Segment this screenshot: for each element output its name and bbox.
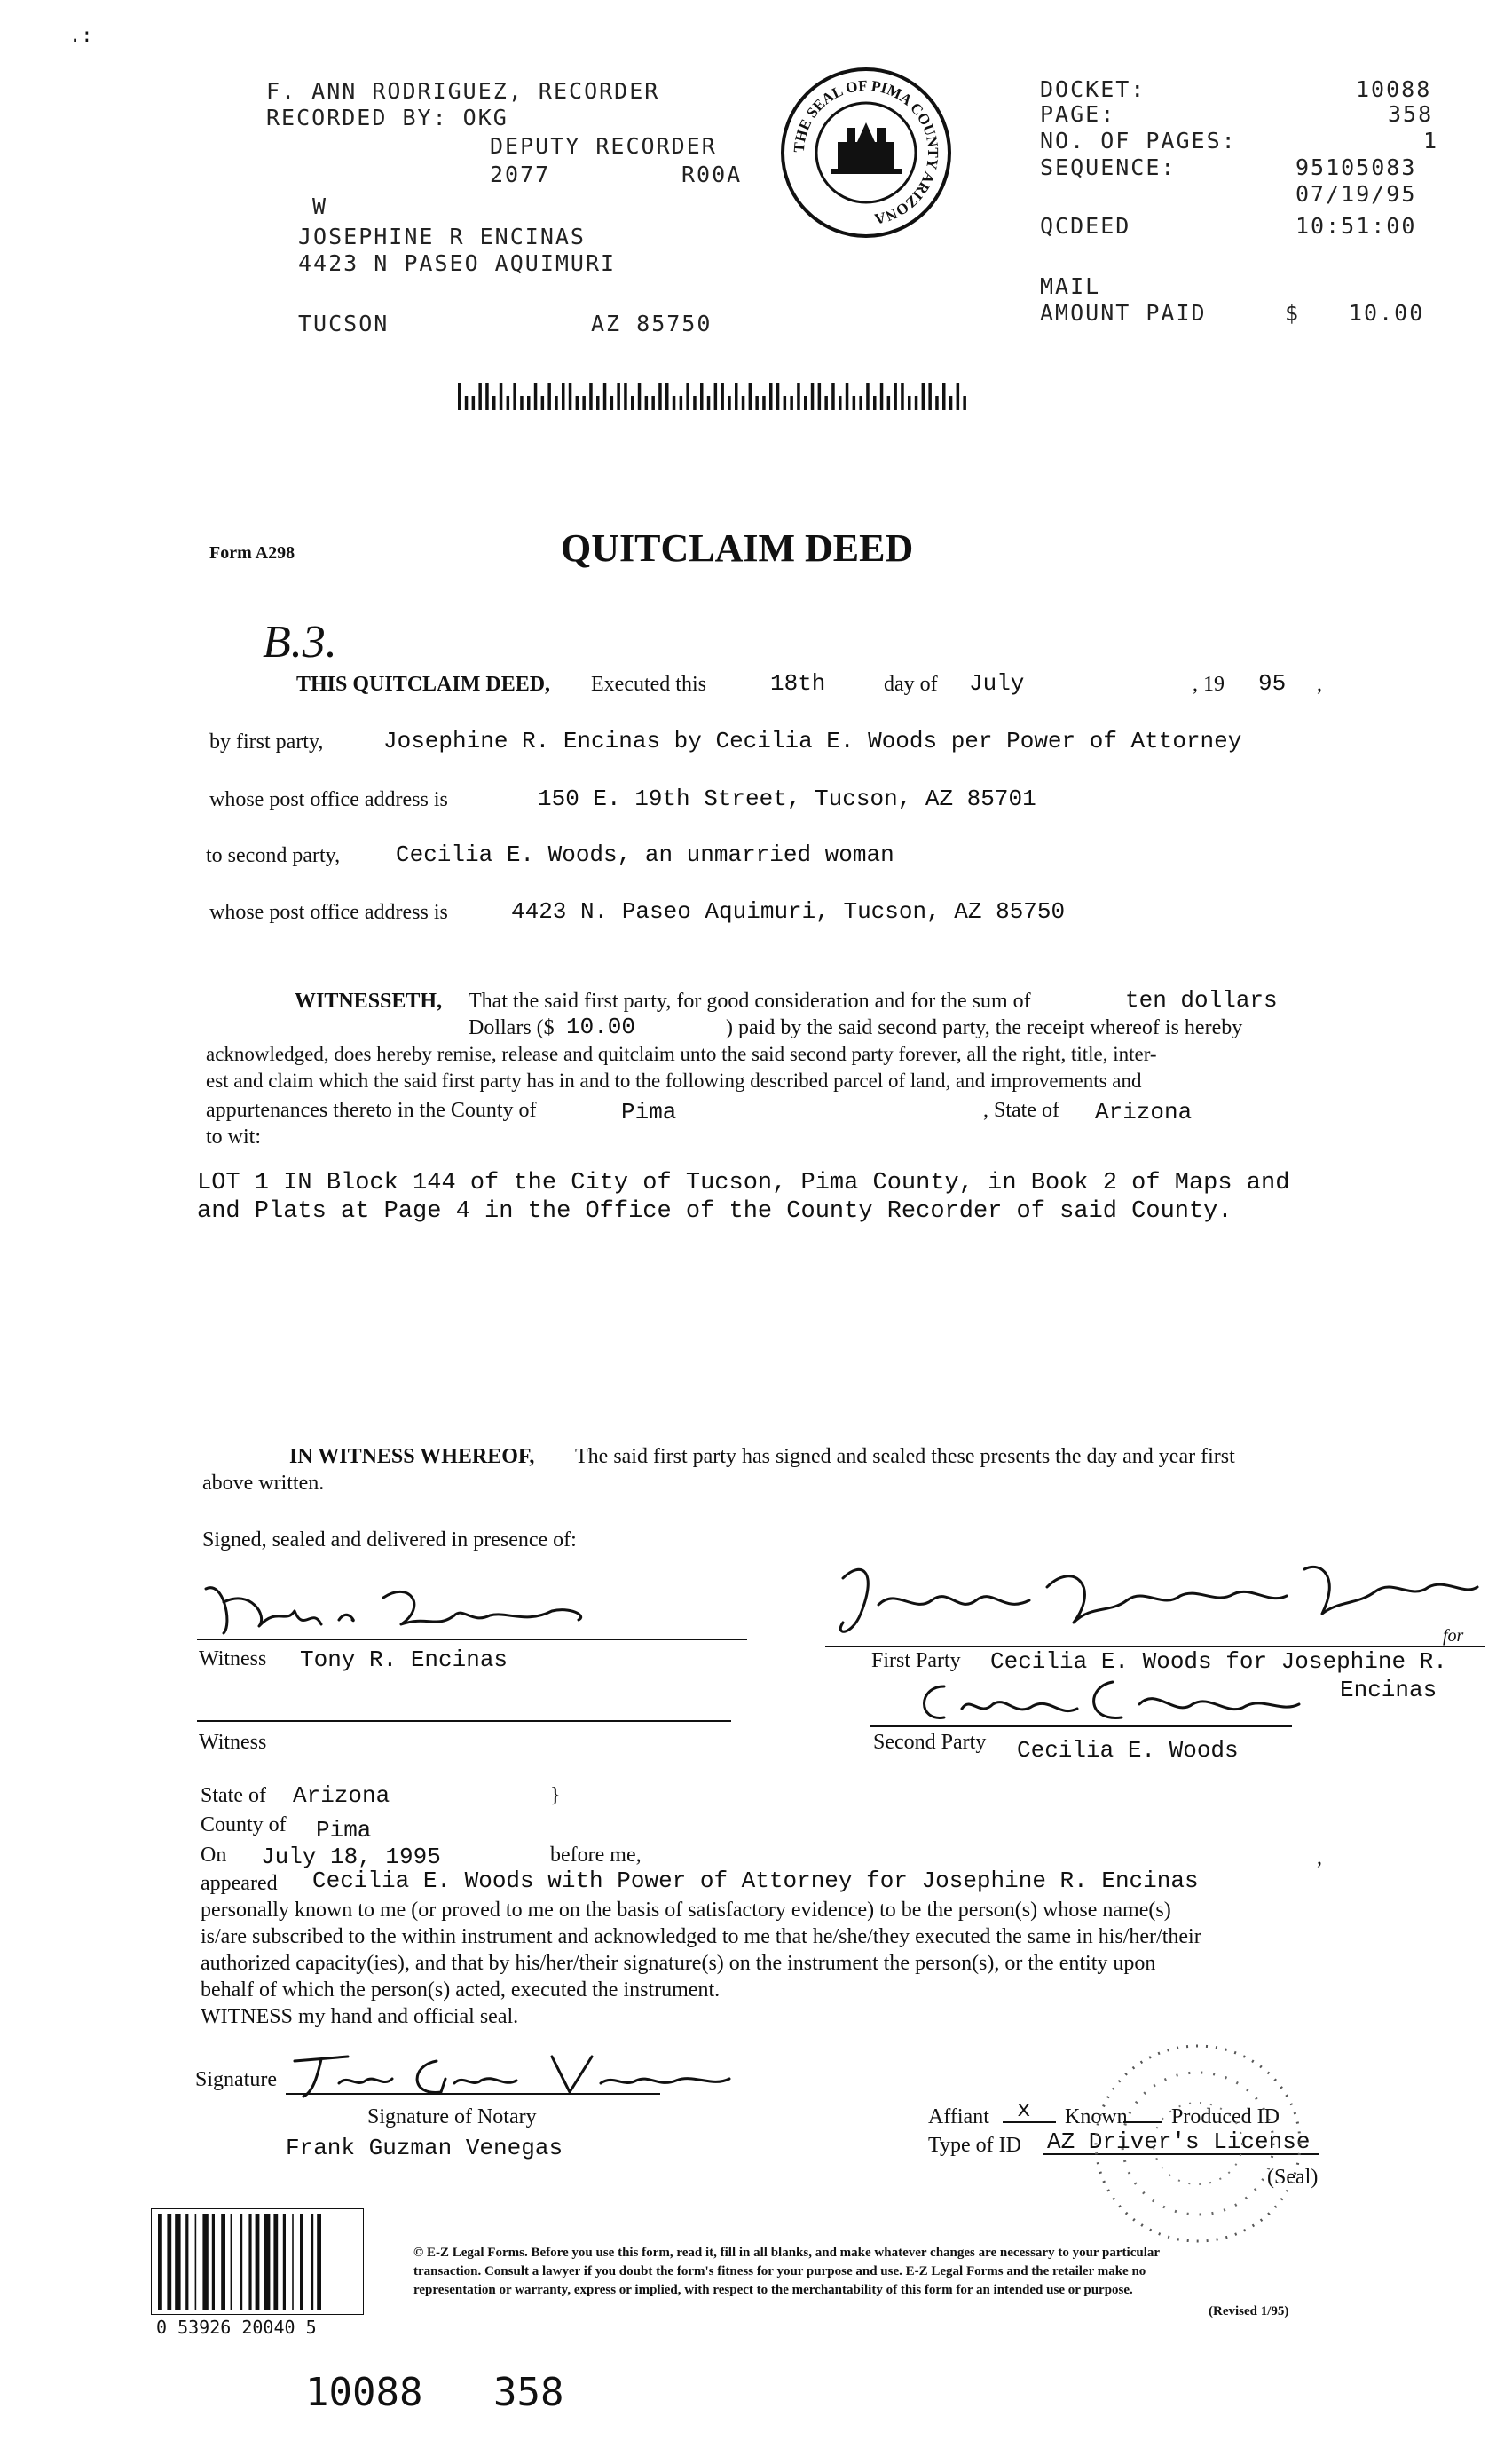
postal-bar: [686, 383, 689, 410]
witness2-label: Witness: [199, 1731, 267, 1754]
to-wit: to wit:: [206, 1125, 262, 1149]
upc-bar: [311, 2214, 313, 2310]
upc-bar: [283, 2214, 286, 2310]
doc-type: QCDEED: [1040, 213, 1131, 239]
upc-bar: [264, 2214, 270, 2310]
notary-text-2: is/are subscribed to the within instrument and acknowledged to me that he/she/they executed the same in his/her/their: [201, 1925, 1201, 1948]
upc-bar: [231, 2214, 232, 2310]
page-label: PAGE:: [1040, 101, 1116, 127]
docket-label: DOCKET:: [1040, 76, 1146, 102]
postal-barcode: [454, 382, 978, 412]
postal-bar: [735, 383, 738, 410]
notary-text-1: personally known to me (or proved to me on the basis of satisfactory evidence) to be the person(s) whose name(s): [201, 1899, 1171, 1922]
signature-of-notary: Signature of Notary: [367, 2105, 537, 2128]
sequence-label: SEQUENCE:: [1040, 154, 1177, 180]
postal-bar: [714, 383, 718, 410]
notary-signature-line: [286, 2093, 660, 2095]
second-party-sig-label: Second Party: [873, 1731, 987, 1754]
postal-bar: [603, 383, 607, 410]
postal-bar: [784, 396, 787, 410]
county-value: Pima: [621, 1099, 677, 1125]
notary-on-value: July 18, 1995: [261, 1844, 441, 1870]
postal-bar: [790, 396, 793, 410]
execution-year: 95: [1258, 670, 1287, 697]
notary-county-value: Pima: [316, 1817, 372, 1844]
upc-bar: [175, 2214, 180, 2310]
postal-bar: [804, 396, 807, 410]
executed-lead: THIS QUITCLAIM DEED,: [296, 673, 551, 696]
witnesseth-line1: That the said first party, for good consideration and for the sum of: [469, 990, 1031, 1013]
postal-bar: [928, 383, 932, 410]
postal-bar: [596, 396, 600, 410]
deputy-recorder: DEPUTY RECORDER: [490, 133, 717, 159]
type-of-id-label: Type of ID: [928, 2134, 1021, 2157]
second-party-line: [870, 1725, 1292, 1727]
county-seal: [777, 64, 955, 241]
signed-sealed: Signed, sealed and delivered in presence of:: [202, 1528, 577, 1552]
postal-bar: [818, 383, 822, 410]
pages-value: 1: [1423, 128, 1439, 154]
second-party-signature: [909, 1669, 1304, 1731]
affiant-known-line: [1003, 2121, 1056, 2123]
recorded-by: RECORDED BY: OKG: [266, 105, 508, 130]
postal-bar: [859, 396, 862, 410]
postal-bar: [811, 383, 815, 410]
footer-page: 358: [493, 2370, 564, 2415]
postal-bar: [610, 396, 614, 410]
postal-bar: [700, 383, 704, 410]
postal-bar: [693, 396, 697, 410]
postal-bar: [776, 383, 780, 410]
first-party-line: [825, 1646, 1485, 1647]
recorder-code-2: R00A: [681, 162, 743, 187]
first-party-value: Josephine R. Encinas by Cecilia E. Woods per Power of Attorney: [383, 728, 1242, 754]
in-witness-line1: The said first party has signed and sealed these presents the day and year first: [575, 1445, 1235, 1468]
disclaimer-line1: © E-Z Legal Forms. Before you use this form, read it, fill in all blanks, and make whatever changes are necessary to your particular: [413, 2246, 1161, 2260]
postal-bar: [534, 383, 538, 410]
in-witness-line2: above written.: [202, 1472, 325, 1495]
postal-bar: [873, 396, 877, 410]
witnesseth-line2-tail: ) paid by the said second party, the receipt whereof is hereby: [726, 1016, 1243, 1039]
seal-label: (Seal): [1267, 2166, 1319, 2189]
upc-bar: [158, 2214, 162, 2310]
postal-bar: [707, 396, 711, 410]
notary-signature: [286, 2043, 738, 2105]
in-witness-lead: IN WITNESS WHEREOF,: [289, 1445, 535, 1468]
sequence-value: 95105083: [1295, 154, 1417, 180]
postal-bar: [631, 396, 634, 410]
second-party-value: Cecilia E. Woods, an unmarried woman: [396, 841, 894, 868]
upc-barcode: [151, 2208, 364, 2315]
notary-appeared-label: appeared: [201, 1872, 278, 1895]
first-party-sig-label: First Party: [871, 1649, 961, 1672]
postal-bar: [749, 383, 752, 410]
witness1-name: Tony R. Encinas: [300, 1646, 508, 1673]
postal-bar: [915, 396, 918, 410]
recorder-code-1: 2077: [490, 162, 551, 187]
postal-bar: [576, 396, 579, 410]
postal-bar: [541, 396, 545, 410]
type-of-id-value: AZ Driver's License: [1047, 2128, 1311, 2155]
scan-mark: .:: [69, 25, 93, 47]
postal-bar: [569, 383, 572, 410]
postal-bar: [901, 383, 904, 410]
upc-bar: [212, 2214, 215, 2310]
upc-bar: [317, 2214, 321, 2310]
postal-bar: [963, 396, 966, 410]
notary-stamp: [1083, 2033, 1313, 2254]
witnesseth-line4: est and claim which the said first party has in and to the following described parcel of land, and improvements and: [206, 1070, 1142, 1092]
postal-bar: [839, 396, 842, 410]
witness1-line: [197, 1639, 747, 1640]
postal-bar: [582, 396, 586, 410]
postal-bar: [555, 396, 558, 410]
sum-number: 10.00: [566, 1014, 636, 1040]
record-time: 10:51:00: [1295, 213, 1417, 239]
affiant-x-mark: x: [1017, 2097, 1031, 2123]
postal-bar: [478, 383, 482, 410]
execution-month: July: [969, 670, 1025, 697]
postal-bar: [769, 383, 773, 410]
upc-bar: [202, 2214, 208, 2310]
postal-bar: [527, 396, 531, 410]
first-address-value: 150 E. 19th Street, Tucson, AZ 85701: [538, 786, 1036, 812]
postal-bar: [853, 396, 856, 410]
postal-bar: [513, 383, 516, 410]
postal-bar: [742, 396, 745, 410]
upc-bar: [167, 2214, 171, 2310]
svg-text:THE SEAL OF PIMA COUNTY ARIZON: THE SEAL OF PIMA COUNTY ARIZONA: [790, 76, 942, 228]
upc-bar: [240, 2214, 242, 2310]
recorder-name: F. ANN RODRIGUEZ, RECORDER: [266, 78, 660, 104]
executed-comma: ,: [1317, 673, 1322, 696]
notary-witness-hand: WITNESS my hand and official seal.: [201, 2005, 519, 2028]
postal-bar: [665, 383, 669, 410]
postal-bar: [617, 383, 620, 410]
notary-state-value: Arizona: [293, 1782, 390, 1809]
notary-end-comma: ,: [1317, 1846, 1322, 1869]
postal-bar: [492, 396, 496, 410]
grantee-name: JOSEPHINE R ENCINAS: [298, 224, 586, 249]
disclaimer-line2: transaction. Consult a lawyer if you doubt the form's fitness for your purpose and use. E-Z Legal Forms and the retailer make no: [413, 2264, 1146, 2278]
postal-bar: [485, 383, 489, 410]
executed-this: Executed this: [591, 673, 706, 696]
page-value: 358: [1388, 101, 1434, 127]
notary-text-3: authorized capacity(ies), and that by his/her/their signature(s) on the instrument the person(s), or the entity upon: [201, 1952, 1156, 1975]
recorder-w: W: [312, 193, 328, 219]
dollars-label: Dollars ($: [469, 1016, 555, 1039]
notary-county-label: County of: [201, 1813, 287, 1836]
postal-bar: [520, 396, 524, 410]
postal-bar: [762, 396, 766, 410]
pages-label: NO. OF PAGES:: [1040, 128, 1237, 154]
barcode-number: 0 53926 20040 5: [156, 2317, 317, 2338]
upc-bar: [292, 2214, 294, 2310]
affiant-produced: Produced ID: [1171, 2105, 1280, 2128]
witnesseth-line3: acknowledged, does hereby remise, release and quitclaim unto the said second party forever, all the right, title, inter-: [206, 1043, 1157, 1065]
for-mark: for: [1443, 1626, 1464, 1646]
notary-appeared-value: Cecilia E. Woods with Power of Attorney for Josephine R. Encinas: [312, 1868, 1199, 1894]
year-prefix: , 19: [1193, 673, 1225, 696]
postal-bar: [887, 396, 891, 410]
postal-bar: [458, 383, 461, 410]
postal-bar: [651, 396, 655, 410]
postal-bar: [755, 396, 759, 410]
postal-bar: [935, 396, 939, 410]
upc-bar: [221, 2214, 225, 2310]
grantee-street: 4423 N PASEO AQUIMURI: [298, 250, 617, 276]
notary-signature-label: Signature: [195, 2068, 277, 2091]
second-party-sig-name: Cecilia E. Woods: [1017, 1737, 1239, 1764]
amount-label: AMOUNT PAID: [1040, 300, 1207, 326]
postal-bar: [721, 383, 724, 410]
postal-bar: [831, 383, 835, 410]
upc-bar: [185, 2214, 188, 2310]
postal-bar: [645, 396, 649, 410]
postal-bar: [547, 383, 551, 410]
postal-bar: [465, 396, 469, 410]
postal-bar: [624, 383, 627, 410]
postal-bar: [880, 383, 884, 410]
grantee-city: TUCSON: [298, 311, 390, 336]
amount-currency: $: [1285, 300, 1301, 326]
upc-bar: [300, 2214, 303, 2310]
second-address-value: 4423 N. Paseo Aquimuri, Tucson, AZ 85750: [511, 898, 1066, 925]
postal-bar: [638, 383, 642, 410]
postal-bar: [658, 383, 662, 410]
execution-day: 18th: [770, 670, 826, 697]
second-party-label: to second party,: [206, 844, 341, 867]
postal-bar: [562, 383, 565, 410]
postal-bar: [680, 396, 683, 410]
affiant-label: Affiant: [928, 2105, 989, 2128]
first-party-label: by first party,: [209, 730, 324, 754]
postal-bar: [507, 396, 510, 410]
first-party-sig-name-2: Encinas: [1340, 1677, 1437, 1703]
form-number: Form A298: [209, 543, 295, 563]
witnesseth-lead: WITNESSETH,: [295, 990, 443, 1013]
state-label: , State of: [983, 1099, 1059, 1122]
second-address-label: whose post office address is: [209, 901, 448, 924]
first-address-label: whose post office address is: [209, 788, 448, 811]
grantee-state-zip: AZ 85750: [591, 311, 713, 336]
record-date: 07/19/95: [1295, 181, 1417, 207]
notary-before-me: before me,: [550, 1844, 642, 1867]
upc-bar: [248, 2214, 251, 2310]
witnesseth-line5: appurtenances thereto in the County of: [206, 1099, 537, 1122]
postal-bar: [673, 396, 676, 410]
notary-text-4: behalf of which the person(s) acted, executed the instrument.: [201, 1978, 721, 2002]
postal-bar: [908, 396, 911, 410]
sum-words: ten dollars: [1125, 987, 1278, 1014]
upc-bar: [195, 2214, 197, 2310]
docket-value: 10088: [1356, 76, 1432, 102]
upc-bar: [273, 2214, 278, 2310]
legal-description-line2: and Plats at Page 4 in the Office of the County Recorder of said County.: [197, 1198, 1232, 1225]
state-value: Arizona: [1095, 1099, 1193, 1125]
first-party-signature: [825, 1552, 1485, 1649]
postal-bar: [728, 396, 731, 410]
affiant-known: Known: [1065, 2105, 1128, 2128]
postal-bar: [797, 383, 800, 410]
footer-docket: 10088: [305, 2370, 423, 2415]
page-title: QUITCLAIM DEED: [561, 526, 914, 570]
legal-description-line1: LOT 1 IN Block 144 of the City of Tucson, Pima County, in Book 2 of Maps and: [197, 1170, 1290, 1196]
witness1-label: Witness: [199, 1647, 267, 1670]
first-party-sig-name-1: Cecilia E. Woods for Josephine R.: [990, 1648, 1447, 1675]
postal-bar: [957, 383, 960, 410]
postal-bar: [942, 383, 946, 410]
postal-bar: [472, 396, 476, 410]
notary-name: Frank Guzman Venegas: [286, 2135, 563, 2161]
postal-bar: [922, 383, 925, 410]
upc-bar: [256, 2214, 260, 2310]
disclaimer-line3: representation or warranty, express or implied, with respect to the merchantability of this form for an intended use or purpose.: [413, 2283, 1133, 2297]
day-of: day of: [884, 673, 938, 696]
postal-bar: [846, 383, 849, 410]
postal-bar: [866, 383, 870, 410]
postal-bar: [589, 383, 593, 410]
notary-bracket: }: [550, 1784, 561, 1807]
mail-label: MAIL: [1040, 273, 1101, 299]
postal-bar: [949, 396, 953, 410]
witness-signature: [197, 1571, 605, 1642]
postal-bar: [894, 383, 897, 410]
amount-value: 10.00: [1349, 300, 1425, 326]
postal-bar: [824, 396, 828, 410]
handwritten-mark: B.3.: [263, 617, 337, 667]
revised-label: (Revised 1/95): [1209, 2304, 1289, 2318]
notary-state-label: State of: [201, 1784, 266, 1807]
notary-on-label: On: [201, 1844, 227, 1867]
witness2-line: [197, 1720, 731, 1722]
postal-bar: [500, 383, 503, 410]
